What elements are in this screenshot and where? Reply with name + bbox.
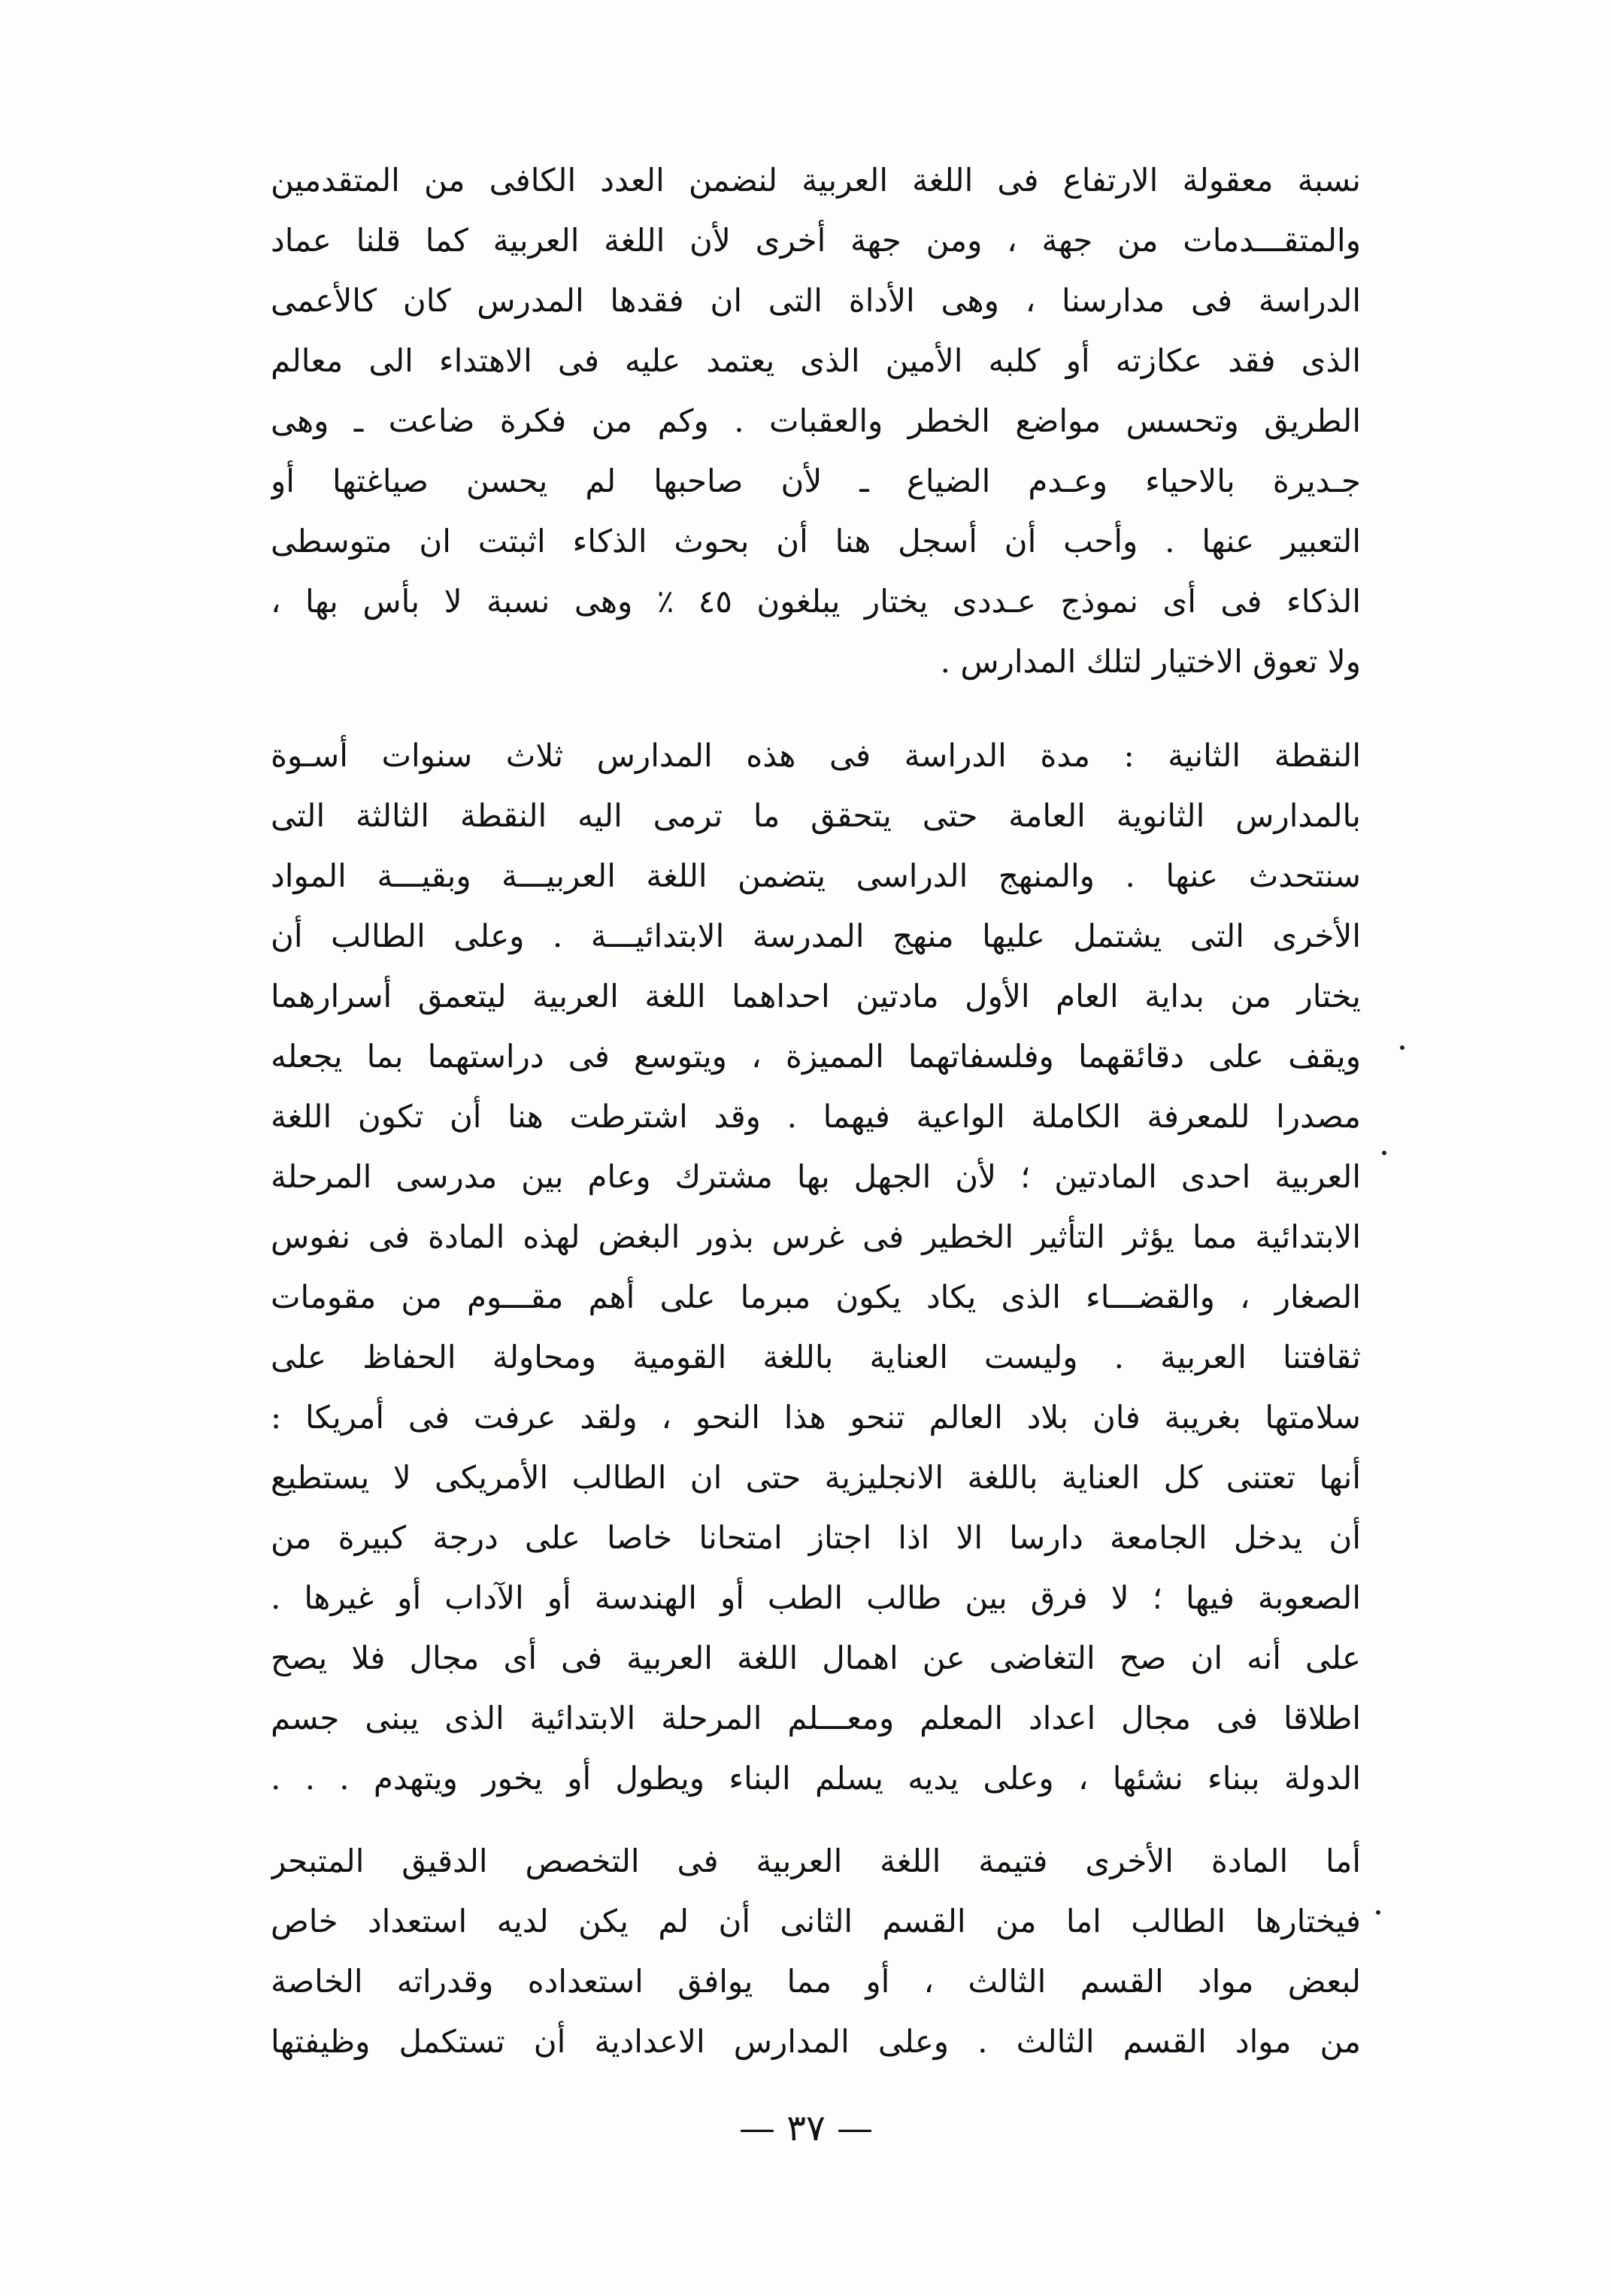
text-line: ولا تعوق الاختيار لتلك المدارس . <box>940 643 1361 680</box>
text-line: سنتحدث عنها . والمنهج الدراسى يتضمن اللغة العربيـــة وبقيـــة المواد <box>271 857 1361 894</box>
text-line: الذى فقد عكازته أو كلبه الأمين الذى يعتمد عليه فى الاهتداء الى معالم <box>271 342 1361 379</box>
text-line: أن يدخل الجامعة دارسا الا اذا اجتاز امتحانا خاصا على درجة كبيرة من <box>271 1519 1361 1556</box>
text-line: أنها تعتنى كل العناية باللغة الانجليزية حتى ان الطالب الأمريكى لا يستطيع <box>271 1459 1361 1496</box>
text-line: الدولة ببناء نشئها ، وعلى يديه يسلم البناء ويطول أو يخور ويتهدم . . . <box>271 1760 1361 1797</box>
text-line: الأخرى التى يشتمل عليها منهج المدرسة الابتدائيـــة . وعلى الطالب أن <box>271 917 1361 954</box>
text-line: والمتقـــدمات من جهة ، ومن جهة أخرى لأن اللغة العربية كما قلنا عماد <box>271 222 1361 259</box>
text-line: الطريق وتحسس مواضع الخطر والعقبات . وكم من فكرة ضاعت ـ وهى <box>271 402 1361 439</box>
text-line: النقطة الثانية : مدة الدراسة فى هذه المدارس ثلاث سنوات أسـوة <box>271 737 1361 774</box>
text-line: العربية احدى المادتين ؛ لأن الجهل بها مشترك وعام بين مدرسى المرحلة <box>271 1158 1361 1195</box>
paragraph-3 <box>271 1831 1361 2072</box>
text-line: الصغار ، والقضـــاء الذى يكاد يكون مبرما على أهم مقـــوم من مقومات <box>271 1278 1361 1315</box>
scan-speck <box>1400 1045 1404 1050</box>
text-line: فيختارها الطالب اما من القسم الثانى أن لم يكن لديه استعداد خاص <box>271 1903 1361 1940</box>
text-line: لبعض مواد القسم الثالث ، أو مما يوافق استعداده وقدراته الخاصة <box>271 1963 1361 2000</box>
text-line: اطلاقا فى مجال اعداد المعلم ومعـــلم المرحلة الابتدائية الذى يبنى جسم <box>271 1700 1361 1736</box>
text-line: الذكاء فى أى نموذج عـددى يختار يبلغون ٤٥ ٪ وهى نسبة لا بأس بها ، <box>271 583 1361 620</box>
text-line: من مواد القسم الثالث . وعلى المدارس الاعدادية أن تستكمل وظيفتها <box>271 2023 1361 2060</box>
page-number: — ٣٧ — <box>738 2107 874 2149</box>
text-line: جـديرة بالاحياء وعـدم الضياع ـ لأن صاحبها لم يحسن صياغتها أو <box>271 463 1361 499</box>
text-line: ويقف على دقائقهما وفلسفاتهما المميزة ، ويتوسع فى دراستهما بما يجعله <box>271 1038 1361 1075</box>
text-line: بالمدارس الثانوية العامة حتى يتحقق ما ترمى اليه النقطة الثالثة التى <box>271 797 1361 834</box>
text-line: الصعوبة فيها ؛ لا فرق بين طالب الطب أو الهندسة أو الآداب أو غيرها . <box>271 1579 1361 1616</box>
scan-speck <box>1382 1151 1386 1155</box>
text-line: الابتدائية مما يؤثر التأثير الخطير فى غرس بذور البغض لهذه المادة فى نفوس <box>271 1218 1361 1255</box>
text-line: سلامتها بغريبة فان بلاد العالم تنحو هذا النحو ، ولقد عرفت فى أمريكا : <box>271 1399 1361 1436</box>
text-line: ثقافتنا العربية . وليست العناية باللغة القومية ومحاولة الحفاظ على <box>271 1339 1361 1375</box>
text-line: يختار من بداية العام الأول مادتين احداهما اللغة العربية ليتعمق أسرارهما <box>271 978 1361 1015</box>
paragraph-1 <box>271 150 1361 692</box>
scan-speck <box>1376 1910 1380 1915</box>
paragraph-2 <box>271 726 1361 1809</box>
text-line: على أنه ان صح التغاضى عن اهمال اللغة العربية فى أى مجال فلا يصح <box>271 1639 1361 1676</box>
text-line: مصدرا للمعرفة الكاملة الواعية فيهما . وقد اشترطت هنا أن تكون اللغة <box>271 1098 1361 1135</box>
text-line: التعبير عنها . وأحب أن أسجل هنا أن بحوث الذكاء اثبتت ان متوسطى <box>271 523 1361 560</box>
text-line: نسبة معقولة الارتفاع فى اللغة العربية لنضمن العدد الكافى من المتقدمين <box>271 162 1361 199</box>
text-line: الدراسة فى مدارسنا ، وهى الأداة التى ان فقدها المدرس كان كالأعمى <box>271 282 1361 319</box>
text-line: أما المادة الأخرى فتيمة اللغة العربية فى التخصص الدقيق المتبحر <box>271 1843 1361 1879</box>
